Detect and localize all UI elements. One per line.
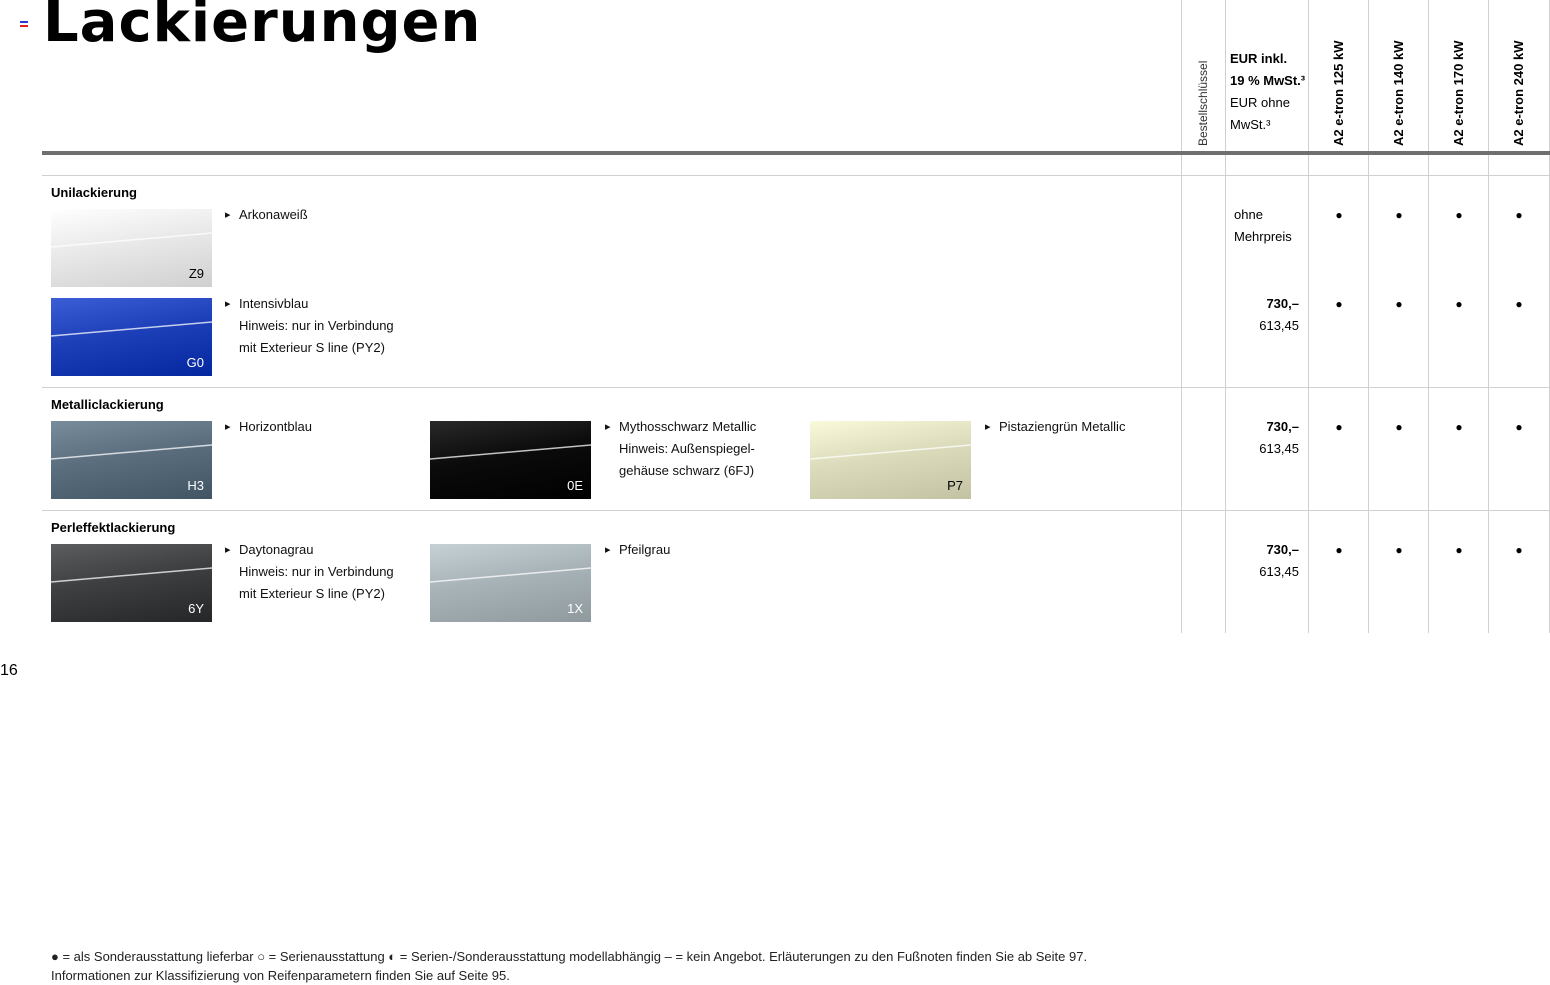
color-swatch: [51, 544, 212, 622]
availability-dot: ●: [1335, 543, 1343, 557]
price-cell: [1229, 539, 1299, 583]
price-excl: 613,45: [1259, 441, 1299, 456]
color-code: 6Y: [188, 601, 204, 616]
model-header-170: A2 e-tron 170 kW: [1451, 40, 1466, 146]
color-code: 0E: [567, 478, 583, 493]
color-description: [619, 539, 670, 561]
color-name: ▸ Intensivblau: [239, 293, 394, 315]
availability-dot: ●: [1515, 208, 1523, 222]
order-key-header: Bestellschlüssel: [1196, 60, 1210, 146]
color-code: Z9: [188, 266, 204, 281]
price-excl-label-2: MwSt.³: [1230, 117, 1271, 132]
section-title-metallic: Metalliclackierung: [51, 397, 164, 412]
color-swatch: [810, 421, 971, 499]
color-description: [619, 416, 756, 482]
column-divider: [1428, 0, 1429, 633]
availability-dot: ●: [1335, 208, 1343, 222]
color-description: [239, 416, 312, 438]
price-incl-label: EUR inkl.: [1230, 51, 1288, 66]
brand-flag-icon: [20, 21, 28, 27]
row-divider: [42, 510, 1550, 511]
column-divider: [1368, 0, 1369, 633]
section-title-uni: Unilackierung: [51, 185, 137, 200]
availability-dot: ●: [1395, 297, 1403, 311]
price-incl: 730,–: [1266, 419, 1299, 434]
color-note: Hinweis: nur in Verbindung: [239, 318, 394, 333]
footer-legend: [51, 947, 1087, 985]
column-divider: [1225, 0, 1226, 633]
reflection-line: [51, 568, 212, 582]
page-number: 16: [0, 662, 18, 679]
price-header: [1230, 48, 1310, 136]
color-code: P7: [947, 478, 963, 493]
availability-dot: ●: [1455, 420, 1463, 434]
color-note: Hinweis: nur in Verbindung: [239, 564, 394, 579]
row-divider: [42, 175, 1550, 176]
reflection-line: [51, 445, 212, 459]
color-code: H3: [187, 478, 204, 493]
color-description: [239, 293, 394, 359]
price-excl: 613,45: [1259, 318, 1299, 333]
reflection-line: [430, 445, 591, 459]
color-swatch: [51, 421, 212, 499]
header-rule: [42, 151, 1550, 155]
price-cell: [1234, 204, 1314, 248]
price-incl: 730,–: [1266, 542, 1299, 557]
row-divider: [42, 387, 1550, 388]
reflection-line: [810, 445, 971, 459]
availability-dot: ●: [1515, 297, 1523, 311]
availability-dot: ●: [1395, 543, 1403, 557]
price-excl: Mehrpreis: [1234, 229, 1292, 244]
model-header-140: A2 e-tron 140 kW: [1391, 40, 1406, 146]
color-name: ▸ Horizontblau: [239, 416, 312, 438]
color-description: [239, 539, 394, 605]
color-note: mit Exterieur S line (PY2): [239, 586, 385, 601]
color-note: Hinweis: Außenspiegel-: [619, 441, 755, 456]
model-header-125: A2 e-tron 125 kW: [1331, 40, 1346, 146]
availability-dot: ●: [1455, 543, 1463, 557]
color-code: 1X: [567, 601, 583, 616]
color-note: gehäuse schwarz (6FJ): [619, 463, 755, 478]
color-swatch: [51, 298, 212, 376]
availability-dot: ●: [1515, 543, 1523, 557]
legend-line: Informationen zur Klassifizierung von Reifenparametern finden Sie auf Seite 95.: [51, 968, 510, 983]
legend-line: ● = als Sonderausstattung lieferbar ○ = Serienausstattung ◐ = Serien-/Sonderausstattung modellabhängig – = kein Angebot. Erläuterungen zu den Fußnoten finden Sie ab Seite 97.: [51, 949, 1088, 964]
price-incl-label-2: 19 % MwSt.³: [1230, 73, 1306, 88]
color-swatch: [430, 544, 591, 622]
color-name: ▸ Pfeilgrau: [619, 539, 670, 561]
model-header-240: A2 e-tron 240 kW: [1511, 40, 1526, 146]
price-excl: 613,45: [1259, 564, 1299, 579]
price-excl-label: EUR ohne: [1230, 95, 1290, 110]
color-swatch: [51, 209, 212, 287]
section-title-pearl: Perleffektlackierung: [51, 520, 176, 535]
reflection-line: [51, 322, 212, 336]
price-incl: 730,–: [1266, 296, 1299, 311]
availability-dot: ●: [1335, 420, 1343, 434]
availability-dot: ●: [1515, 420, 1523, 434]
color-code: G0: [186, 355, 204, 370]
availability-dot: ●: [1455, 297, 1463, 311]
column-divider: [1181, 0, 1182, 633]
reflection-line: [430, 568, 591, 582]
color-description: [999, 416, 1125, 438]
availability-dot: ●: [1455, 208, 1463, 222]
availability-dot: ●: [1395, 420, 1403, 434]
color-description: [239, 204, 308, 226]
availability-dot: ●: [1395, 208, 1403, 222]
page-title: Lackierungen: [43, 0, 482, 55]
column-divider: [1488, 0, 1489, 633]
color-name: ▸ Pistaziengrün Metallic: [999, 416, 1125, 438]
reflection-line: [51, 233, 212, 247]
color-swatch: [430, 421, 591, 499]
price-incl: ohne: [1234, 207, 1263, 222]
availability-dot: ●: [1335, 297, 1343, 311]
color-name: ▸ Mythosschwarz Metallic: [619, 416, 756, 438]
color-name: ▸ Arkonaweiß: [239, 204, 308, 226]
color-name: ▸ Daytonagrau: [239, 539, 394, 561]
color-note: mit Exterieur S line (PY2): [239, 340, 385, 355]
price-cell: [1229, 293, 1299, 337]
price-cell: [1229, 416, 1299, 460]
